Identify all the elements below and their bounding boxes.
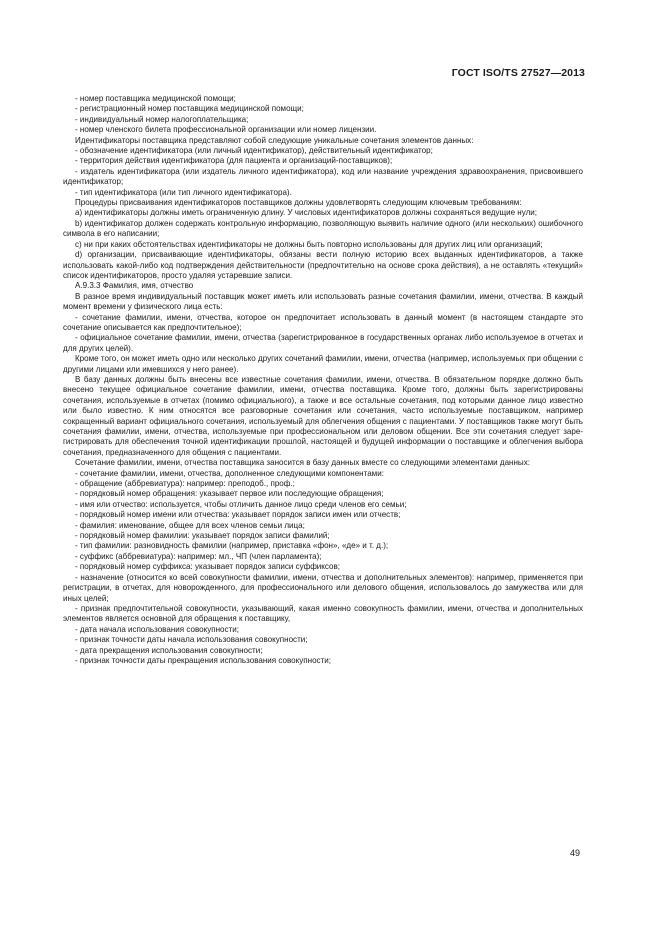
paragraph: Процедуры присваивания идентификаторов поставщиков должны удовлетворять следующим ключевым требованиям: xyxy=(75,198,522,208)
paragraph: В разное время индивидуальный поставщик может иметь или использовать разные сочетания фамилии, имени, отчества. В каждый момент времени у физического лица есть: xyxy=(63,291,583,312)
paragraph: - номер членского билета профессиональной организации или номер лицензии. xyxy=(75,125,377,135)
paragraph: - номер поставщика медицинской помощи; xyxy=(75,94,236,103)
paragraph: - фамилия: именование, общее для всех членов семьи лица; xyxy=(75,520,305,530)
paragraph: В базу данных должны быть внесены все известные сочетания фамилии, имени, отчества. В обязательном порядке должно быть внесено текущее официальное сочетание фамилии, имени, отчества поставщика. Кроме того, должны быть зарегистрированы сочетания, используемые в отчетах (помимо официального), а также и все остальные сочетания, под которыми данное лицо известно или было известно. К ним относятся все разговорные сочетания или сочетания, часто используемые поставщиком, например сокращенный вариант официального сочетания, используемый для облегчения общения с пациентами. У поставщиков также могут быть сочетания фамилии, имени, отчества, используемые при профессиональном или деловом общении. Все эти сочетания следует зарегистрировать для обеспечения точной идентификации прошлой, настоящей и будущей информации о поставщике и облегчения выбора сочетания, предназначенного для общения с пациентами. xyxy=(63,374,583,457)
paragraph: - признак точности даты начала использования совокупности; xyxy=(75,635,308,645)
body-text xyxy=(63,94,583,666)
paragraph: - обозначение идентификатора (или личный идентификатор), действительный идентификатор; xyxy=(75,146,433,156)
paragraph: - суффикс (аббревиатура): например: мл., ЧП (член парламента); xyxy=(75,551,322,561)
paragraph: Идентификаторы поставщика представляют собой следующие уникальные сочетания элементов данных: xyxy=(75,135,474,145)
paragraph: - признак точности даты прекращения использования совокупности; xyxy=(75,655,331,665)
standard-header: ГОСТ ISO/TS 27527—2013 xyxy=(451,67,585,79)
paragraph: - официальное сочетание фамилии, имени, отчества (зарегистрированное в государственных органах либо используемое в отчетах и для других целей). xyxy=(63,333,583,353)
paragraph: Кроме того, он может иметь одно или несколько других сочетаний фамилии, имени, отчества (например, используемых при общении с другими лицами или имевшихся у него ранее). xyxy=(63,354,583,374)
paragraph: c) ни при каких обстоятельствах идентификаторы не должны быть повторно использованы для других лиц или организаций; xyxy=(75,239,543,249)
paragraph: d) организации, присваивающие идентификаторы, обязаны вести полную историю всех выданных идентификаторов, а также использовать какой-либо код подтверждения действительности (предпочтительно на основе срока действия), а не оставлять «текущий» список идентификаторов, просто удаляя устаревшие записи. xyxy=(63,250,583,280)
paragraph: a) идентификаторы должны иметь ограниченную длину. У числовых идентификаторов должны сохраняться ведущие нули; xyxy=(75,208,538,218)
paragraph: - тип фамилии: разновидность фамилии (например, приставка «фон», «де» и т. д.); xyxy=(75,541,389,551)
paragraph: - назначение (относится ко всей совокупности фамилии, имени, отчества и дополнительных элементов): например, применяется при регистрации, в отчетах, для новорожденного, для профессионального или делового общения, использовалось до замужества или для иных целей; xyxy=(63,572,583,603)
paragraph: - сочетание фамилии, имени, отчества, дополненное следующими компонентами: xyxy=(75,468,384,478)
paragraph: - порядковый номер имени или отчества: указывает порядок записи имен или отчеств; xyxy=(75,510,401,520)
paragraph: - индивидуальный номер налогоплательщика; xyxy=(75,114,249,124)
paragraph: - сочетание фамилии, имени, отчества, которое он предпочитает использовать в данный момент (в настоящем стандарте это сочетание описывается как предпочтительное); xyxy=(63,312,583,332)
paragraph: - дата прекращения использования совокупности; xyxy=(75,645,263,655)
paragraph: - тип идентификатора (или тип личного идентификатора). xyxy=(75,187,292,197)
paragraph: - регистрационный номер поставщика медицинской помощи; xyxy=(75,104,304,114)
paragraph: - признак предпочтительной совокупности, указывающий, какая именно совокупность фамилии, имени, отчества и дополнительных элементов является основной для обращения к поставщику, xyxy=(63,603,583,624)
section-heading: A.9.3.3 Фамилия, имя, отчество xyxy=(75,281,194,291)
paragraph: - издатель идентификатора (или издатель личного идентификатора), код или название учреждения здравоохранения, присвоившего идентификатор; xyxy=(63,166,583,187)
paragraph: - порядковый номер обращения: указывает первое или последующие обращения; xyxy=(75,489,384,499)
paragraph: b) идентификатор должен содержать контрольную информацию, позволяющую выявить наличие одного (или нескольких) ошибочного символа в его написании; xyxy=(63,218,583,239)
paragraph: - имя или отчество: используется, чтобы отличить данное лицо среди членов его семьи; xyxy=(75,499,407,509)
paragraph: - дата начала использования совокупности; xyxy=(75,624,239,634)
paragraph: Сочетание фамилии, имени, отчества поставщика заносится в базу данных вместе со следующими элементами данных: xyxy=(75,458,530,468)
paragraph: - обращение (аббревиатура): например: преподоб., проф.; xyxy=(75,479,295,489)
paragraph: - порядковый номер фамилии: указывает порядок записи фамилий; xyxy=(75,531,330,541)
paragraph: - территория действия идентификатора (для пациента и организаций-поставщиков); xyxy=(75,156,393,166)
page-number: 49 xyxy=(569,848,580,858)
paragraph: - порядковый номер суффикса: указывает порядок записи суффиксов; xyxy=(75,562,341,572)
